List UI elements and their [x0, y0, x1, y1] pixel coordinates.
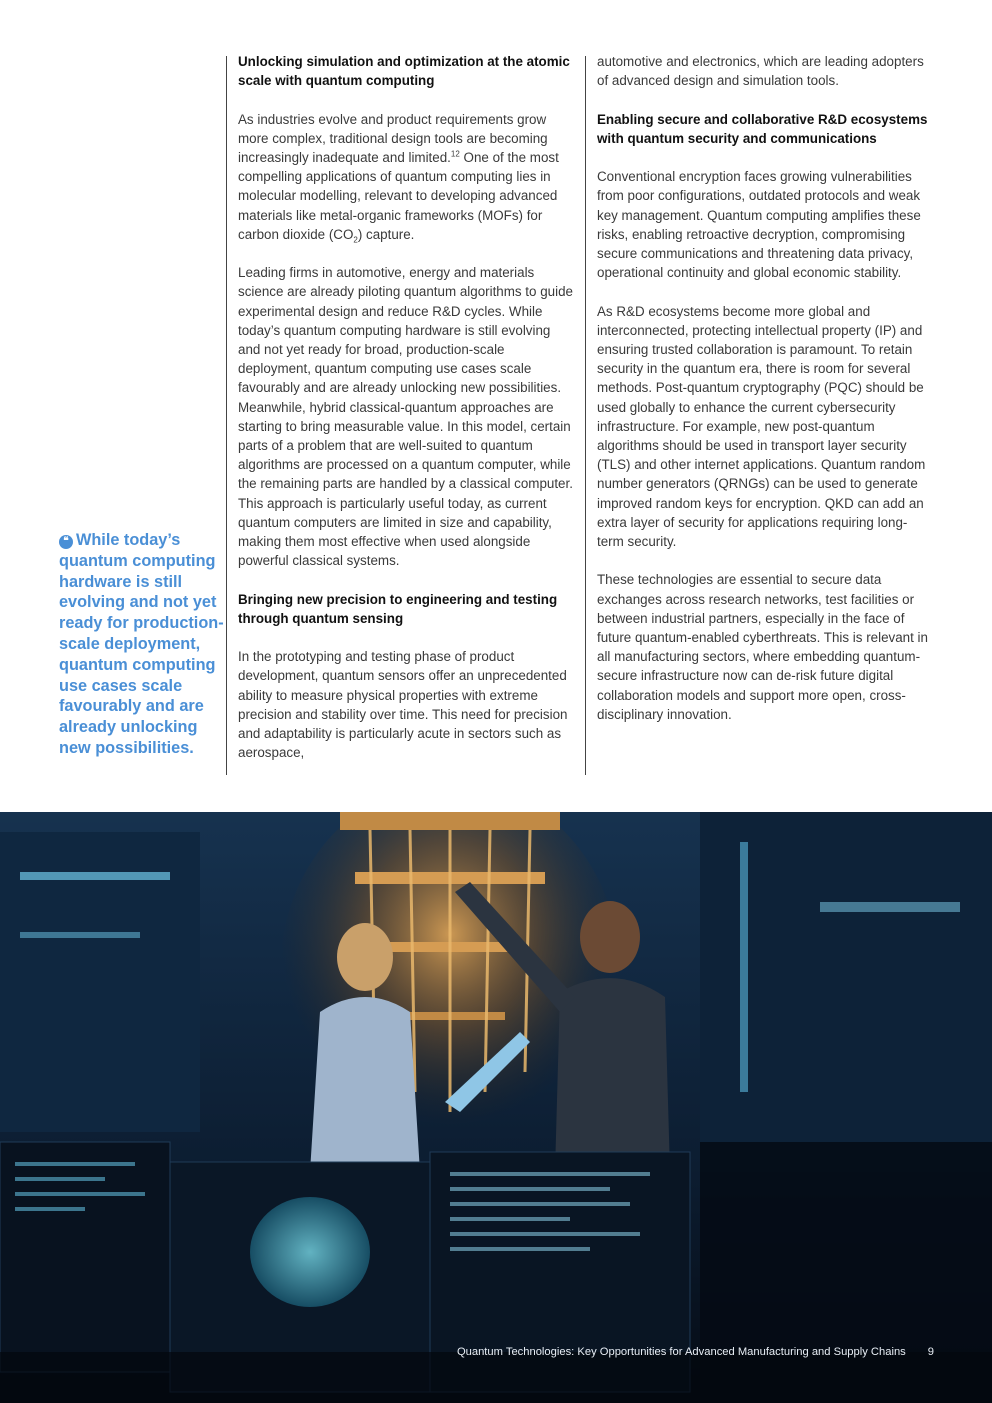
paragraph: In the prototyping and testing phase of product development, quantum sensors offer an unprecedented ability to measure physical properties with extreme precision and stability over time. This need for precision and adaptability is particularly acute in sectors such as aerospace,: [238, 649, 568, 761]
section-heading-simulation: Unlocking simulation and optimization at the atomic scale with quantum computing: [238, 54, 570, 89]
quote-icon: ❝: [59, 535, 73, 549]
pull-quote-text: While today’s quantum computing hardware is still evolving and not yet ready for production-scale deployment, quantum computing use cases scale favourably and are already unlocking new possibilities.: [59, 531, 224, 757]
paragraph-text: ) capture.: [357, 226, 415, 242]
footnote-ref[interactable]: 12: [450, 149, 460, 159]
paragraph: As R&D ecosystems become more global and interconnected, protecting intellectual property (IP) and ensuring trusted collaboration is paramount. To retain security in the quantum era, there is room for several methods. Post-quantum cryptography (PQC) should be used globally to enhance the current cybersecurity infrastructure. For example, new post-quantum algorithms should be used in transport layer security (TLS) and other internet applications. Quantum random number generators (QRNGs) can be used to generate improved random keys for encryption. QKD can add an extra layer of security for applications requiring long-term security.: [597, 303, 926, 550]
paragraph: Leading firms in automotive, energy and materials science are already piloting quantum algorithms to guide experimental design and reduce R&D cycles. While today’s quantum computing hardware is still evolving and not yet ready for broad, production-scale deployment, quantum computing use cases scale favourably and are already unlocking new possibilities. Meanwhile, hybrid classical-quantum approaches are starting to bring measurable value. In this model, certain parts of a problem that are well-suited to quantum algorithms are processed on a quantum computer, while the remaining parts are handled by a classical computer. This approach is particularly useful today, as current quantum computers are limited in size and capability, making them most effective when used alongside powerful classical systems.: [238, 265, 573, 569]
paragraph: Conventional encryption faces growing vulnerabilities from poor configurations, outdated protocols and weak key management. Quantum computing amplifies these risks, enabling retroactive decryption, compromising secure communications and threatening data privacy, operational continuity and global economic stability.: [597, 169, 921, 281]
paragraph: These technologies are essential to secure data exchanges across research networks, test facilities or between industrial partners, especially in the face of future quantum-enabled cyberthreats. This is relevant in all manufacturing sectors, where embedding quantum-secure infrastructure now can de-risk future digital collaboration models and support more open, cross-disciplinary innovation.: [597, 572, 928, 722]
paragraph: [238, 110, 574, 244]
paragraph-text: As industries evolve and product requirements grow more complex, traditional design tools are becoming increasingly inadequate and limited.: [238, 111, 548, 165]
lab-photo: [0, 812, 992, 1403]
section-heading-sensing: Bringing new precision to engineering and testing through quantum sensing: [238, 591, 558, 626]
footer-title-bold: Quantum Technologies:: [456, 1346, 575, 1358]
text-column-left: [238, 52, 574, 782]
column-divider-right: [585, 56, 586, 775]
column-divider-left: [226, 56, 227, 775]
paragraph-text: One of the most compelling applications of quantum computing lies in molecular modelling, relevant to developing advanced materials like metal-organic frameworks (MOFs) for carbon dioxide (CO: [238, 150, 559, 242]
footer-title: Key Opportunities for Advanced Manufacturing and Supply Chains: [574, 1346, 906, 1358]
text-column-right: [597, 52, 933, 743]
section-heading-security: Enabling secure and collaborative R&D ecosystems with quantum security and communications: [597, 111, 928, 146]
paragraph: automotive and electronics, which are leading adopters of advanced design and simulation tools.: [597, 54, 924, 89]
page-number: 9: [927, 1346, 934, 1358]
lab-photo-illustration: [0, 812, 992, 1403]
page-footer: [457, 1346, 934, 1358]
pull-quote: [59, 530, 229, 759]
subscript: 2: [353, 235, 358, 245]
